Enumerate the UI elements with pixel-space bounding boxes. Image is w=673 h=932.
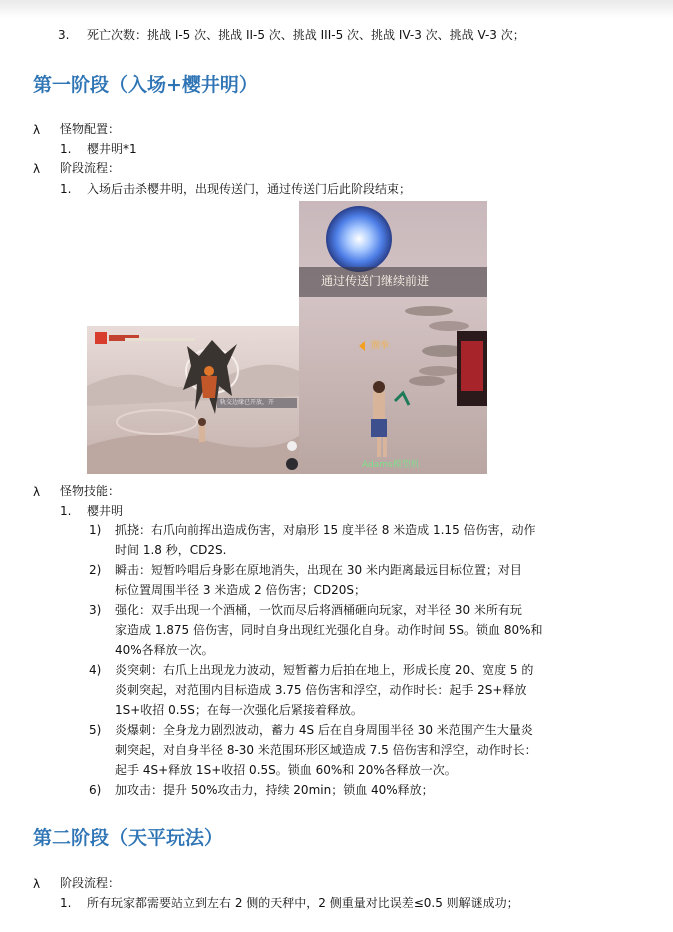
flow-item: 入场后击杀樱井明，出现传送门，通过传送门后此阶段结束； xyxy=(87,182,412,196)
skill-text: 家造成 1.875 倍伤害，同时自身出现红光强化自身。动作时间 5S。锁血 80%和 xyxy=(115,623,543,637)
bullet-lambda: λ xyxy=(33,485,41,499)
section2-flow-label: 阶段流程： xyxy=(60,876,121,890)
section2-flow-item: 所有玩家都需要站立到左右 2 侧的天秤中，2 侧重量对比误差≤0.5 则解谜成功； xyxy=(87,896,519,910)
marker-label: 圈拳 xyxy=(371,341,390,351)
bullet-lambda: λ xyxy=(33,877,41,891)
boss-name: 樱井明 xyxy=(87,504,124,518)
list-number: 1. xyxy=(60,142,72,156)
list-number: 3. xyxy=(58,28,70,42)
skill-number: 3) xyxy=(89,603,102,617)
window-top-bar xyxy=(0,0,673,18)
skill-text: 瞬击：短暂吟唱后身影在原地消失，出现在 30 米内距离最远目标位置；对目 xyxy=(115,563,522,577)
monster-config-label: 怪物配置： xyxy=(60,122,121,136)
skill-text: 起手 4S+释放 1S+收招 0.5S。锁血 60%和 20%各释放一次。 xyxy=(115,763,457,777)
skill-text: 加攻击：提升 50%攻击力，持续 20min；锁血 40%释放； xyxy=(115,783,434,797)
hud-notice-text: 轨交边缘已开放，开 xyxy=(220,399,275,406)
flow-label: 阶段流程： xyxy=(60,161,121,175)
bullet-lambda: λ xyxy=(33,162,41,176)
skill-text: 炎突刺：右爪上出现龙力波动，短暂蓄力后拍在地上，形成长度 20、宽度 5 的 xyxy=(115,663,534,677)
skill-number: 1) xyxy=(89,523,102,537)
death-count-text: 死亡次数：挑战 I-5 次、挑战 II-5 次、挑战 III-5 次、挑战 IV-3 次、挑战 V-3 次； xyxy=(87,28,525,42)
skill-text: 炎刺突起，对范围内目标造成 3.75 倍伤害和浮空，动作时长：起手 2S+释放 xyxy=(115,683,527,697)
section2-heading: 第二阶段（天平玩法） xyxy=(33,827,224,849)
skill-text: 标位置周围半径 3 米造成 2 倍伤害；CD20S； xyxy=(115,583,367,597)
skill-text: 时间 1.8 秒，CD2S. xyxy=(115,543,227,557)
section1-heading: 第一阶段（入场+樱井明） xyxy=(33,74,258,96)
skills-label: 怪物技能： xyxy=(60,484,121,498)
game-screenshot-boss xyxy=(87,326,299,474)
list-number: 1. xyxy=(60,182,72,196)
skill-text: 1S+收招 0.5S；在每一次强化后紧接着释放。 xyxy=(115,703,363,717)
skill-number: 5) xyxy=(89,723,102,737)
skill-number: 6) xyxy=(89,783,102,797)
skill-text: 刺突起，对自身半径 8-30 米范围环形区域造成 7.5 倍伤害和浮空，动作时长： xyxy=(115,743,537,757)
monster-config-item: 樱井明*1 xyxy=(87,142,137,156)
list-number: 1. xyxy=(60,896,72,910)
bullet-lambda: λ xyxy=(33,123,41,137)
portal-banner-text: 通过传送门继续前进 xyxy=(321,274,430,288)
skill-number: 2) xyxy=(89,563,102,577)
game-screenshot-portal xyxy=(299,201,487,474)
skill-text: 40%各释放一次。 xyxy=(115,643,214,657)
skill-text: 抓挠：右爪向前挥出造成伤害，对扇形 15 度半径 8 米造成 1.15 倍伤害，动作 xyxy=(115,523,536,537)
player-name-label: Adams模型机 xyxy=(362,460,420,470)
skill-text: 炎爆刺：全身龙力剧烈波动，蓄力 4S 后在自身周围半径 30 米范围产生大量炎 xyxy=(115,723,533,737)
skill-number: 4) xyxy=(89,663,102,677)
list-number: 1. xyxy=(60,504,72,518)
skill-text: 强化：双手出现一个酒桶，一饮而尽后将酒桶砸向玩家，对半径 30 米所有玩 xyxy=(115,603,522,617)
